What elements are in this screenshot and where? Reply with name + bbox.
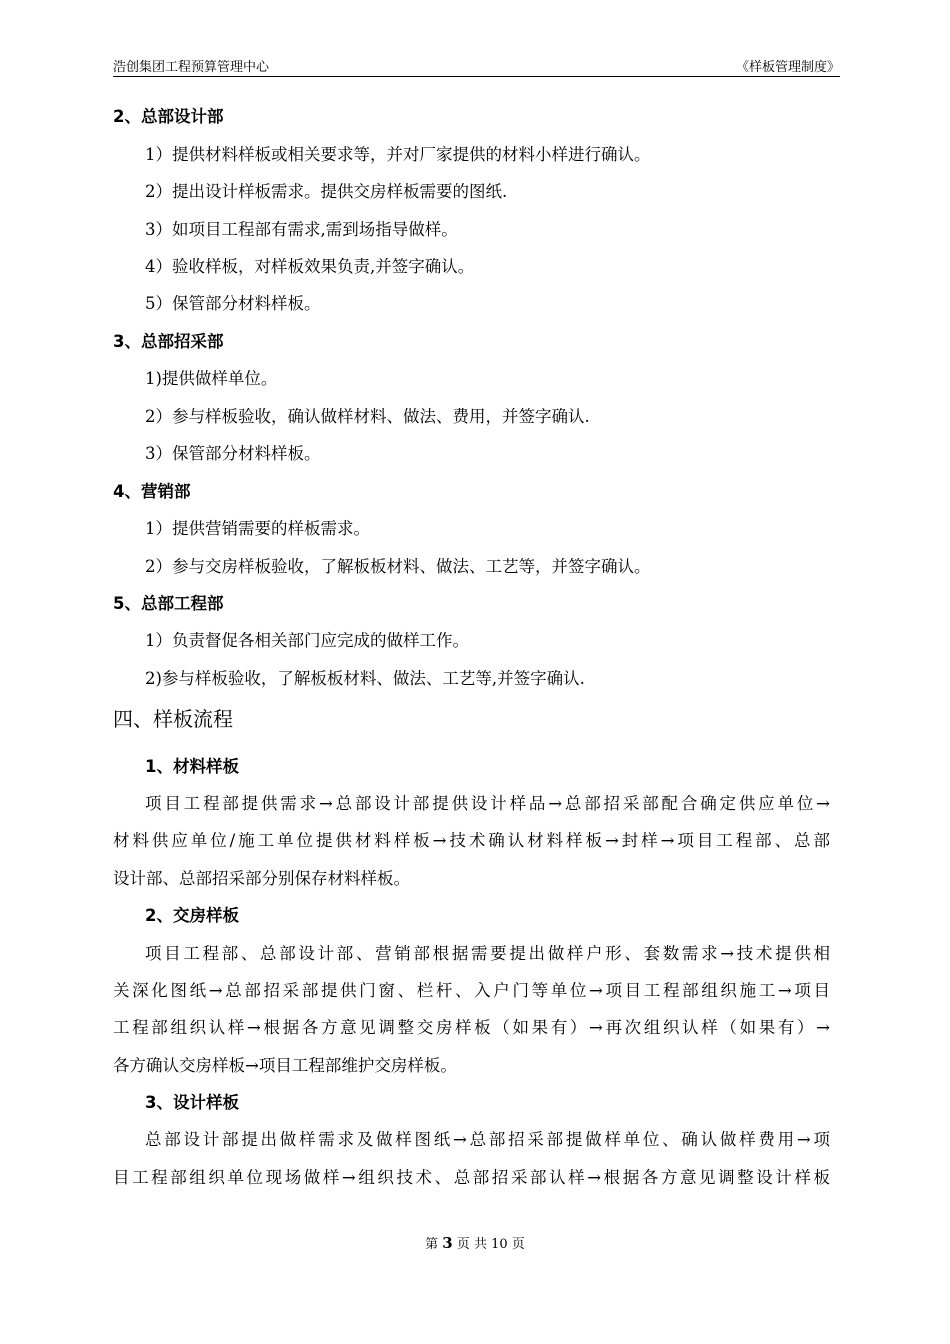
page-footer [0, 1233, 950, 1252]
sub2-heading: 2、交房样板 [145, 906, 239, 925]
sub2-line-1: 项目工程部、总部设计部、营销部根据需要提出做样户形、套数需求→技术提供相 [145, 944, 830, 963]
dept3-item-1: 1)提供做样单位。 [145, 369, 278, 388]
dept2-item-4: 4）验收样板，对样板效果负责,并签字确认。 [145, 257, 475, 276]
footer-total-pages: 10 [491, 1237, 508, 1252]
dept4-item-2: 2）参与交房样板验收，了解板板材料、做法、工艺等，并签字确认。 [145, 557, 651, 576]
dept3-heading: 3、总部招采部 [113, 332, 224, 351]
sub3-line-2: 目工程部组织单位现场做样→组织技术、总部招采部认样→根据各方意见调整设计样板 [113, 1168, 830, 1187]
sub2-line-2: 关深化图纸→总部招采部提供门窗、栏杆、入户门等单位→项目工程部组织施工→项目 [113, 981, 830, 1000]
footer-prefix: 第 [425, 1237, 439, 1252]
footer-page-number: 3 [442, 1234, 453, 1252]
footer-middle: 页 共 [456, 1237, 488, 1252]
dept2-item-3: 3）如项目工程部有需求,需到场指导做样。 [145, 220, 458, 239]
dept2-item-2: 2）提出设计样板需求。提供交房样板需要的图纸. [145, 182, 508, 201]
sub1-line-1: 项目工程部提供需求→总部设计部提供设计样品→总部招采部配合确定供应单位→ [145, 794, 830, 813]
header-org-name: 浩创集团工程预算管理中心 [113, 60, 270, 75]
sub3-heading: 3、设计样板 [145, 1093, 239, 1112]
footer-suffix: 页 [511, 1237, 525, 1252]
sub2-line-3: 工程部组织认样→根据各方意见调整交房样板（如果有）→再次组织认样（如果有）→ [113, 1018, 830, 1037]
dept4-item-1: 1）提供营销需要的样板需求。 [145, 519, 370, 538]
dept3-item-2: 2）参与样板验收，确认做样材料、做法、费用，并签字确认. [145, 407, 590, 426]
sub1-heading: 1、材料样板 [145, 757, 239, 776]
section4-heading: 四、样板流程 [113, 707, 233, 731]
dept5-heading: 5、总部工程部 [113, 594, 224, 613]
dept2-item-1: 1）提供材料样板或相关要求等，并对厂家提供的材料小样进行确认。 [145, 145, 651, 164]
dept5-item-1: 1）负责督促各相关部门应完成的做样工作。 [145, 631, 469, 650]
dept2-heading: 2、总部设计部 [113, 107, 224, 126]
dept2-item-5: 5）保管部分材料样板。 [145, 294, 321, 313]
page-header [113, 54, 840, 77]
sub3-line-1: 总部设计部提出做样需求及做样图纸→总部招采部提做样单位、确认做样费用→项 [145, 1130, 830, 1149]
dept3-item-3: 3）保管部分材料样板。 [145, 444, 321, 463]
sub1-line-3: 设计部、总部招采部分别保存材料样板。 [113, 869, 410, 888]
sub1-line-2: 材料供应单位/施工单位提供材料样板→技术确认材料样板→封样→项目工程部、总部 [113, 831, 830, 850]
header-doc-title: 《样板管理制度》 [735, 60, 840, 75]
sub2-line-4: 各方确认交房样板→项目工程部维护交房样板。 [113, 1056, 457, 1075]
dept4-heading: 4、营销部 [113, 482, 191, 501]
dept5-item-2: 2)参与样板验收，了解板板材料、做法、工艺等,并签字确认. [145, 669, 585, 688]
